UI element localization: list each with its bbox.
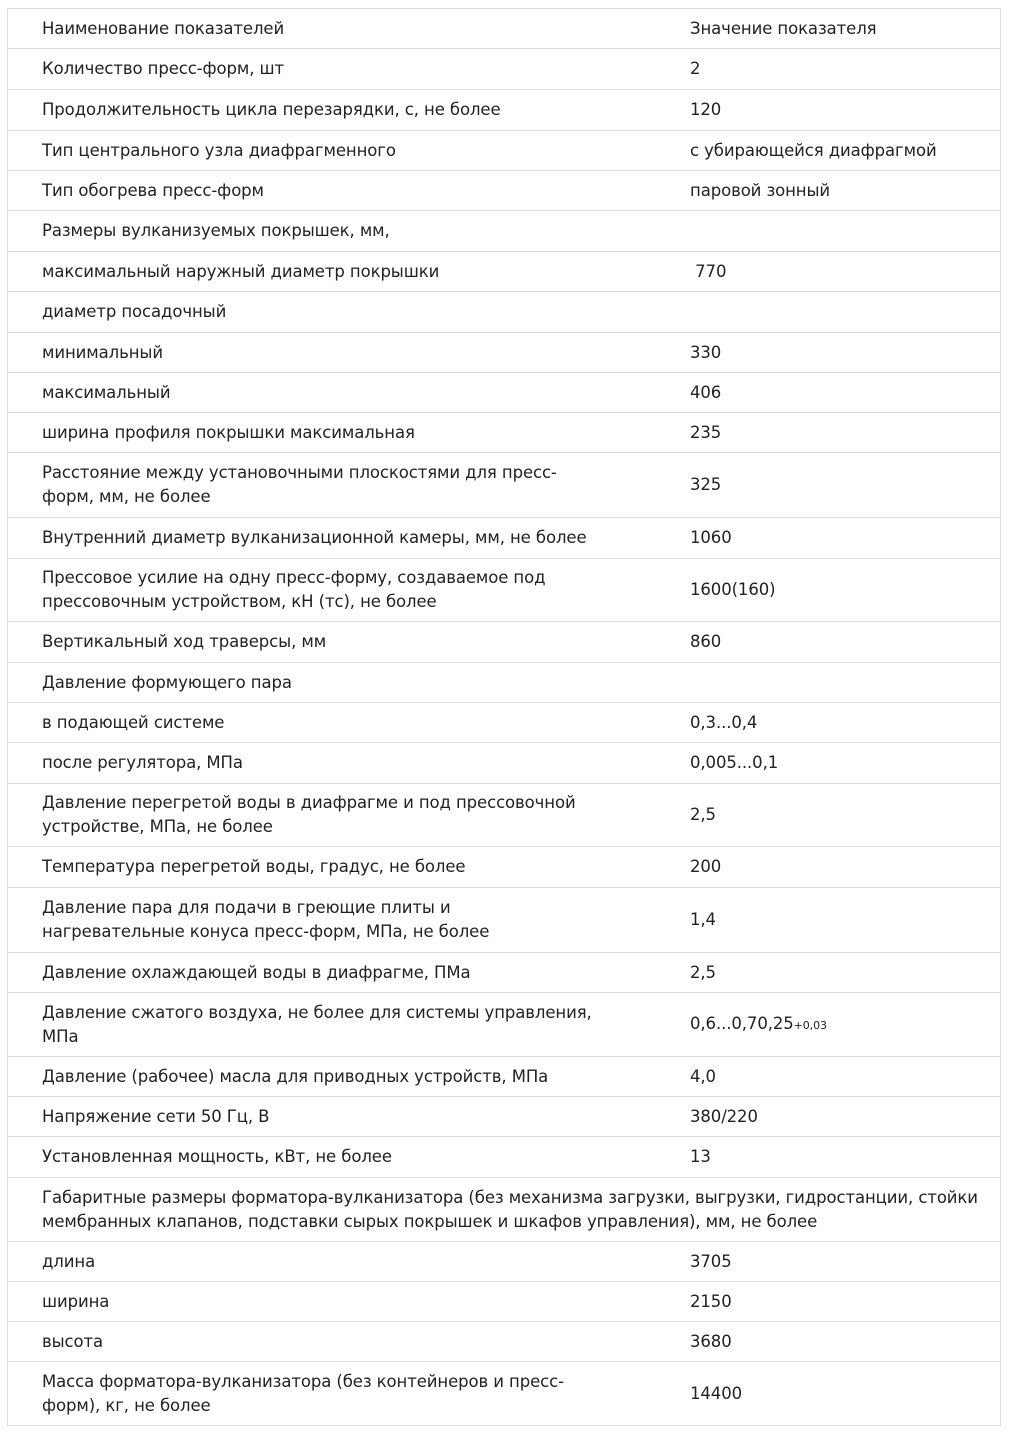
row-name: минимальный — [42, 342, 163, 362]
table-row — [8, 373, 1000, 413]
table-row — [8, 333, 1000, 373]
row-name: Давление пара для подачи в греющие плиты и нагревательные конуса пресс-форм, МПа, не более — [42, 898, 490, 941]
table-row — [8, 1322, 1000, 1362]
row-value: 406 — [690, 382, 722, 402]
row-name: Тип центрального узла диафрагменного — [42, 140, 396, 160]
table-row — [8, 784, 1000, 847]
row-name: максимальный — [42, 382, 171, 402]
table-row — [8, 1362, 1000, 1425]
table-row — [8, 1178, 1000, 1242]
table-row — [8, 622, 1000, 663]
row-name: в подающей системе — [42, 712, 225, 732]
row-value: 1060 — [690, 528, 732, 547]
row-value: 1600(160) — [690, 580, 776, 599]
table-row — [8, 413, 1000, 453]
row-name: высота — [42, 1331, 104, 1351]
table-row — [8, 1057, 1000, 1097]
row-value: паровой зонный — [690, 180, 831, 200]
table-row — [8, 888, 1000, 953]
table-row — [8, 953, 1000, 993]
table-row — [8, 518, 1000, 559]
row-name: Давление (рабочее) масла для приводных устройств, МПа — [42, 1066, 549, 1086]
row-value: 2150 — [690, 1291, 732, 1311]
row-value: 860 — [690, 632, 722, 651]
row-name: Размеры вулканизуемых покрышек, мм, — [42, 221, 390, 240]
row-name: максимальный наружный диаметр покрышки — [42, 261, 440, 281]
table-row — [8, 1282, 1000, 1322]
row-name: ширина профиля покрышки максимальная — [42, 422, 415, 442]
row-value: с убирающейся диафрагмой — [690, 140, 937, 160]
row-value: 3680 — [690, 1331, 732, 1351]
row-value: 3705 — [690, 1251, 732, 1271]
row-value-main: 0,6...0,70,25 — [690, 1013, 794, 1033]
table-header-row — [8, 9, 1000, 49]
row-value: 14400 — [690, 1383, 742, 1403]
specifications-table — [7, 8, 1001, 1426]
row-value: 380/220 — [690, 1106, 758, 1126]
row-name: Напряжение сети 50 Гц, В — [42, 1106, 270, 1126]
row-name: после регулятора, МПа — [42, 753, 243, 772]
table-row — [8, 559, 1000, 622]
row-value: 200 — [690, 857, 722, 876]
table-row — [8, 211, 1000, 252]
row-name: Давление охлаждающей воды в диафрагме, ПМа — [42, 962, 471, 982]
row-name: Количество пресс-форм, шт — [42, 59, 285, 78]
row-name: диаметр посадочный — [42, 302, 227, 321]
row-value-subscript: +0,03 — [793, 1018, 827, 1032]
table-row — [8, 1242, 1000, 1282]
table-row — [8, 171, 1000, 211]
row-name: Тип обогрева пресс-форм — [42, 180, 264, 200]
table-row — [8, 453, 1000, 518]
table-row — [8, 663, 1000, 703]
row-value: 2 — [690, 59, 701, 78]
table-row — [8, 90, 1000, 131]
table-row — [8, 1137, 1000, 1178]
header-value: Значение показателя — [690, 18, 877, 38]
row-value: 13 — [690, 1147, 711, 1166]
row-name: Давление перегретой воды в диафрагме и под прессовочной устройстве, МПа, не более — [42, 793, 576, 836]
row-value: 120 — [690, 100, 722, 119]
row-name: Габаритные размеры форматора-вулканизатора (без механизма загрузки, выгрузки, гидростанции, стойки мембранных клапанов, подставки сырых покрышек и шкафов управления), мм, не более — [42, 1187, 978, 1231]
row-name: ширина — [42, 1291, 110, 1311]
row-name: длина — [42, 1251, 96, 1271]
row-name: Давление формующего пара — [42, 672, 292, 692]
row-name: Расстояние между установочными плоскостями для пресс-форм, мм, не более — [42, 463, 557, 506]
row-value: 1,4 — [690, 910, 716, 929]
row-value: 4,0 — [690, 1066, 716, 1086]
row-name: Прессовое усилие на одну пресс-форму, создаваемое под прессовочным устройством, кН (тс), не более — [42, 568, 546, 611]
row-value: 0,005...0,1 — [690, 753, 779, 772]
row-value: 330 — [690, 342, 722, 362]
row-name: Установленная мощность, кВт, не более — [42, 1147, 392, 1166]
table-row — [8, 743, 1000, 784]
table-row — [8, 292, 1000, 333]
row-value: 2,5 — [690, 962, 716, 982]
row-name: Давление сжатого воздуха, не более для системы управления, МПа — [42, 1002, 592, 1046]
row-name: Температура перегретой воды, градус, не более — [42, 857, 466, 876]
row-name: Масса форматора-вулканизатора (без контейнеров и пресс-форм), кг, не более — [42, 1371, 564, 1415]
row-name: Продолжительность цикла перезарядки, с, не более — [42, 100, 501, 119]
table-row — [8, 993, 1000, 1057]
row-value — [656, 1012, 1000, 1038]
row-value: 0,3...0,4 — [690, 712, 758, 732]
row-value: 325 — [690, 475, 722, 494]
table-row — [8, 49, 1000, 90]
table-row — [8, 131, 1000, 171]
row-value: 235 — [690, 422, 722, 442]
table-row — [8, 703, 1000, 743]
table-row — [8, 1097, 1000, 1137]
row-name: Вертикальный ход траверсы, мм — [42, 632, 327, 651]
table-row — [8, 847, 1000, 888]
header-name: Наименование показателей — [42, 18, 285, 38]
row-value: 770 — [690, 261, 727, 281]
row-value: 2,5 — [690, 805, 716, 824]
row-name: Внутренний диаметр вулканизационной камеры, мм, не более — [42, 528, 587, 547]
table-row — [8, 252, 1000, 292]
